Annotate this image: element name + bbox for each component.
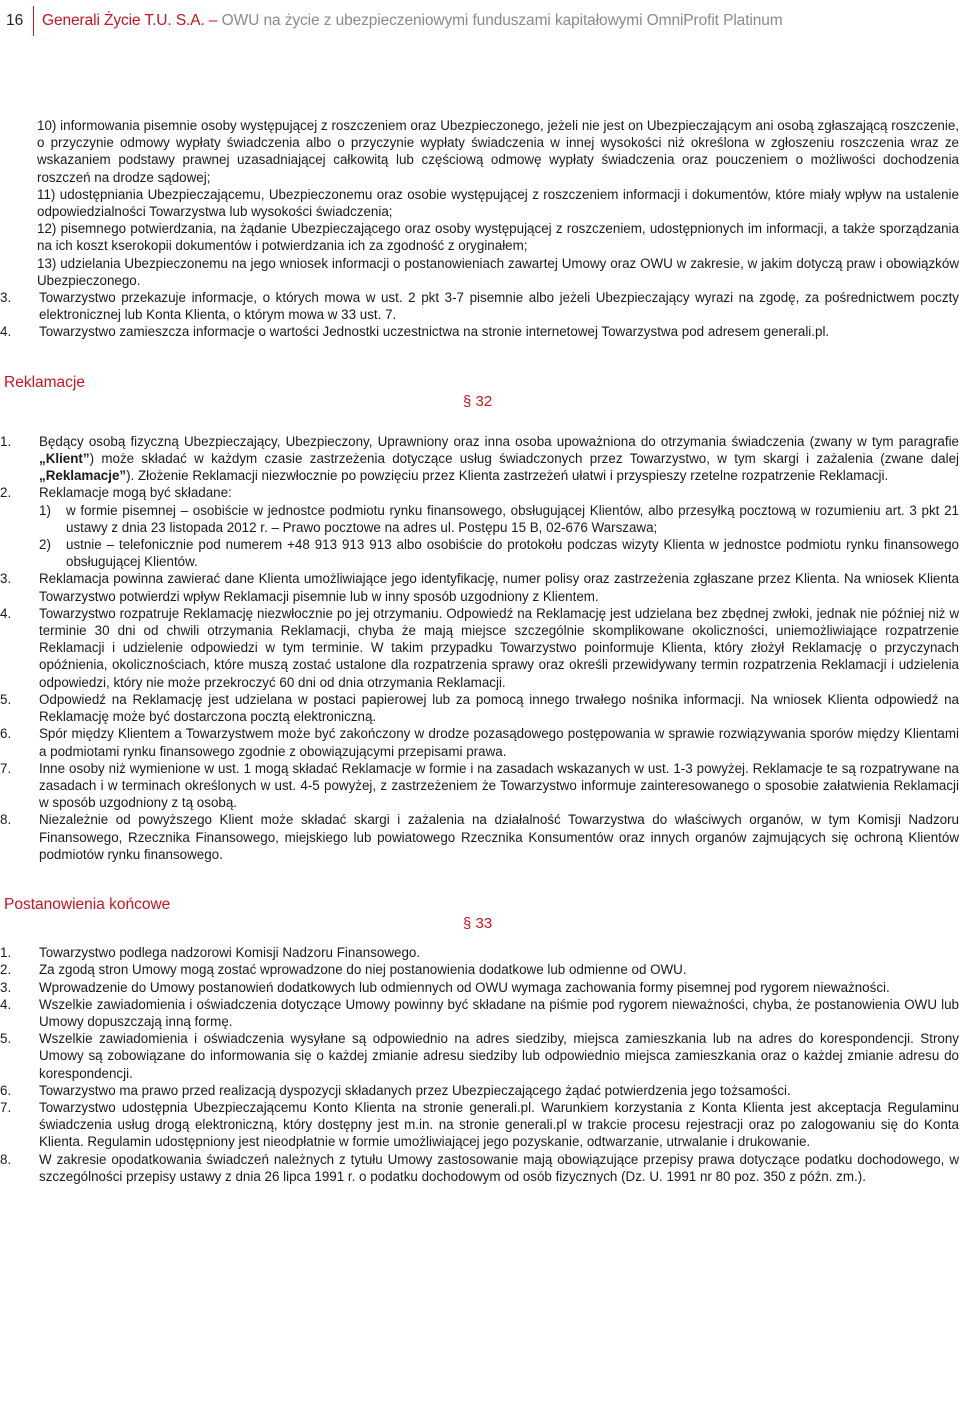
numbered-point: [0, 289, 959, 323]
sub-item: [10, 502, 959, 536]
numbered-point: [0, 484, 959, 501]
numbered-point: [0, 1082, 959, 1099]
point-text: Spór między Klientem a Towarzystwem może być zakończony w drodze pozasądowego postępowania w sprawie rozwiązywania sporów między Klientami a podmiotami rynku finansowego zgodnie z obowiązującymi przepisami prawa.: [39, 726, 959, 759]
point-label: 7.: [0, 760, 12, 776]
numbered-point: [0, 1151, 959, 1185]
paragraph-heading: [10, 913, 959, 944]
point-text: W zakresie opodatkowania świadczeń należnych z tytułu Umowy zastosowanie mają obowiązujące przepisy prawa dotyczące podatku dochodowego, w szczególności przepisy ustawy z dnia 26 lipca 1991 r. o podatku dochodowym od osób fizycznych (Dz. U. 1991 nr 80 poz. 350 z późn. zm.).: [39, 1151, 959, 1184]
page-number: 16: [6, 12, 24, 29]
point-label: 2.: [0, 962, 12, 978]
numbered-point: [0, 961, 959, 978]
list-item: [37, 117, 959, 186]
point-label: 6.: [0, 726, 12, 742]
point-text: Reklamacja powinna zawierać dane Klienta umożliwiające jego identyfikację, numer polisy oraz zastrzeżenia zgłaszane przez Klienta. Na wniosek Klienta Towarzystwo potwierdzi wpływ Reklamacji pisemnie lub w inny sposób uzgodniony z Klientem.: [39, 571, 959, 604]
point-label: 5.: [0, 1031, 12, 1047]
numbered-point: [0, 570, 959, 604]
point-text: Wszelkie zawiadomienia i oświadczenia dotyczące Umowy powinny być składane na piśmie pod rygorem nieważności, chyba, że postanowienia OWU lub Umowy dopuszczają inną formę.: [39, 996, 959, 1029]
point-label: 4.: [0, 324, 12, 340]
list-item-label: 12): [37, 221, 57, 237]
numbered-point: [0, 1099, 959, 1151]
list-item-text: informowania pisemnie osoby występującej z roszczeniem oraz Ubezpieczonego, jeżeli nie jest on Ubezpieczającym ani osobą zgłaszającą roszczenie, o przyczynie odmowy wypłaty świadczenia albo o przyczynie wypłaty świadczenia w innej wysokości niż określona w zgłoszeniu roszczenia wraz ze wskazaniem podstawy prawnej uzasadniającej całkowitą lub częściową odmowę wypłaty świadczenia oraz pouczeniem o możliwości dochodzenia roszczeń na drodze sądowej;: [37, 118, 959, 185]
document-body: [0, 117, 959, 1185]
header-title-line: [42, 12, 783, 30]
point-label: 1.: [0, 945, 12, 961]
point-label: 8.: [0, 812, 12, 828]
sub-item-label: 2): [39, 537, 51, 553]
point-text: Wprowadzenie do Umowy postanowień dodatkowych lub odmiennych od OWU wymaga zachowania formy pisemnej pod rygorem nieważności.: [39, 979, 890, 995]
paragraph-heading: [10, 391, 959, 433]
point-text: Towarzystwo zamieszcza informacje o wartości Jednostki uczestnictwa na stronie internetowej Towarzystwa pod adresem generali.pl.: [39, 324, 830, 340]
point-text: Towarzystwo ma prawo przed realizacją dyspozycji składanych przez Ubezpieczającego żądać potwierdzenia jego tożsamości.: [39, 1082, 791, 1098]
section-title-postanowienia: Postanowienia końcowe: [4, 895, 171, 913]
point-text: Reklamacje mogą być składane:: [39, 485, 232, 501]
sub-item: [10, 536, 959, 570]
numbered-point: [0, 811, 959, 863]
list-item-label: 11): [37, 186, 56, 202]
point-label: 3.: [0, 290, 12, 306]
header-brand: Generali Życie T.U. S.A.: [42, 12, 205, 29]
page-header: [0, 0, 960, 40]
point-text: Niezależnie od powyższego Klient może składać skargi i zażalenia na działalność Towarzystwa do właściwych organów, w tym Komisji Nadzoru Finansowego, Rzecznika Finansowego, miejskiego lub powiatowego Rzecznika Konsumentów oraz innych organów zajmujących się ochroną Klientów podmiotów rynku finansowego.: [39, 812, 959, 862]
point-label: 6.: [0, 1082, 12, 1098]
paragraph-number: § 33: [463, 915, 493, 933]
point-text: Towarzystwo podlega nadzorowi Komisji Nadzoru Finansowego.: [39, 945, 421, 961]
numbered-point: [0, 944, 959, 961]
point-label: 3.: [0, 571, 12, 587]
list-item-text: udostępniania Ubezpieczającemu, Ubezpieczonemu oraz osobie występującej z roszczeniem informacji i dokumentów, które miały wpływ na ustalenie odpowiedzialności Towarzystwa lub wysokości świadczenia;: [37, 186, 959, 220]
point-label: 8.: [0, 1151, 12, 1167]
top-item-list: [10, 117, 959, 289]
numbered-point: [0, 1030, 959, 1082]
header-separator: –: [204, 12, 222, 29]
list-item: [37, 255, 959, 289]
point-text: Za zgodą stron Umowy mogą zostać wprowadzone do niej postanowienia dodatkowe lub odmienne od OWU.: [39, 962, 687, 978]
numbered-point: [0, 691, 959, 725]
sub-item-text: ustnie – telefonicznie pod numerem +48 913 913 913 albo osobiście do protokołu podczas wizyty Klienta w jednostce podmiotu rynku finansowego obsługującej Klientów.: [66, 537, 959, 570]
numbered-point: [0, 725, 959, 759]
sub-item-label: 1): [39, 502, 51, 518]
point-label: 3.: [0, 979, 12, 995]
point-text: Towarzystwo udostępnia Ubezpieczającemu Konto Klienta na stronie generali.pl. Warunkiem korzystania z Konta Klienta jest akceptacja Regulaminu świadczenia usług drogą elektroniczną, który dostępny jest m.in. na stronie generali.pl w trakcie procesu rejestracji oraz po zalogowaniu się do Konta Klienta. Regulamin udostępniony jest nieodpłatnie w formie umożliwiającej jego pozyskanie, odtwarzanie, utrwalanie i drukowanie.: [39, 1099, 959, 1150]
list-item-label: 10): [37, 118, 57, 133]
numbered-point: [0, 760, 959, 812]
point-text: Odpowiedź na Reklamację jest udzielana w postaci papierowej lub za pomocą innego trwałego nośnika informacji. Na wniosek Klienta odpowiedź na Reklamację może być dostarczona pocztą elektroniczną.: [39, 691, 959, 725]
header-divider: [33, 6, 34, 36]
numbered-point: [0, 979, 959, 996]
numbered-point: 1. Będący osobą fizyczną Ubezpieczający, Ubezpieczony, Uprawniony oraz inna osoba upoważniona do otrzymania świadczenia (zwany w tym paragrafie „Klient”) może składać w każdym czasie zastrzeżenia dotyczące usług świadczonych przez Towarzystwo, w tym skargi i zażalenia (zwane dalej „Reklamacje”). Złożenie Reklamacji niezwłocznie po powzięciu przez Klienta zastrzeżeń ułatwi i przyspieszy rzetelne rozpatrzenie Reklamacji.: [0, 433, 959, 484]
paragraph-number: § 32: [463, 392, 493, 410]
point-label: 2.: [0, 485, 12, 501]
sub-item-text: w formie pisemnej – osobiście w jednostce podmiotu rynku finansowego, obsługującej Klientów, albo przesyłką pocztową w rozumieniu art. 3 pkt 21 ustawy z dnia 23 listopada 2012 r. – Prawo pocztowe na adres ul. Postępu 15 B, 02-676 Warszawa;: [66, 502, 959, 535]
point-text: Towarzystwo przekazuje informacje, o których mowa w ust. 2 pkt 3-7 pisemnie albo jeżeli Ubezpieczający wyrazi na zgodę, za pośrednictwem poczty elektronicznej lub Konta Klienta, o którym mowa w 33 ust. 7.: [39, 290, 959, 323]
defined-term: „Klient”: [39, 451, 90, 467]
header-document-title: OWU na życie z ubezpieczeniowymi funduszami kapitałowymi OmniProfit Platinum: [221, 12, 783, 29]
point-label: 7.: [0, 1099, 12, 1115]
point-text: Towarzystwo rozpatruje Reklamację niezwłocznie po jej otrzymaniu. Odpowiedź na Reklamację jest udzielana bez zbędnej zwłoki, jednak nie później niż w terminie 30 dni od chwili otrzymania Reklamacji, chyba że mają miejsce szczególnie skomplikowane okoliczności, uniemożliwiające rozpatrzenie Reklamacji i udzielenie odpowiedzi w tym terminie. W takim przypadku Towarzystwo poinformuje Klienta, który złożył Reklamację o przyczynach opóźnienia, okolicznościach, które muszą zostać ustalone dla rozpatrzenia sprawy oraz określi przewidywany termin rozpatrzenia Reklamacji i udzielenia odpowiedzi, który nie może przekroczyć 60 dni od dnia otrzymania Reklamacji.: [39, 605, 959, 690]
section-title-reklamacje: Reklamacje: [4, 373, 85, 391]
numbered-point: [0, 996, 959, 1030]
list-item: [37, 220, 959, 254]
numbered-point: [0, 605, 959, 691]
point-label: 5.: [0, 691, 12, 707]
point-text: Inne osoby niż wymienione w ust. 1 mogą składać Reklamacje w formie i na zasadach wskazanych w ust. 1-3 powyżej. Reklamacje te są rozpatrywane na zasadach i w terminach określonych w ust. 4-5 powyżej, z zastrzeżeniem że Towarzystwo informuje zainteresowanego o sposobie załatwienia Reklamacji w sposób uzgodniony z tą osobą.: [39, 760, 959, 811]
list-item-text: pisemnego potwierdzania, na żądanie Ubezpieczającego oraz osoby występującej z roszczeniem, udostępnionych im informacji, a także sporządzania na ich koszt kserokopii dokumentów i potwierdzania ich za zgodność z oryginałem;: [37, 221, 959, 254]
defined-term: „Reklamacje”: [39, 468, 127, 484]
list-item-label: 13): [37, 255, 57, 271]
list-item: [37, 186, 959, 220]
numbered-point: [0, 323, 959, 340]
list-item-text: udzielania Ubezpieczonemu na jego wniosek informacji o postanowieniach zawartej Umowy oraz OWU w zakresie, w jakim dotyczą praw i obowiązków Ubezpieczonego.: [37, 255, 959, 288]
point-text: Wszelkie zawiadomienia i oświadczenia wysyłane są odpowiednio na adres siedziby, miejsca zamieszkania lub na adres do korespondencji. Strony Umowy są zobowiązane do informowania się o każdej zmianie adresu siedziby lub odpowiednio miejsca zamieszkania oraz o każdej zmianie adresu do korespondencji.: [39, 1031, 959, 1081]
point-label: 4.: [0, 996, 12, 1012]
point-label: 4.: [0, 605, 12, 621]
point-label: 1.: [0, 433, 12, 449]
